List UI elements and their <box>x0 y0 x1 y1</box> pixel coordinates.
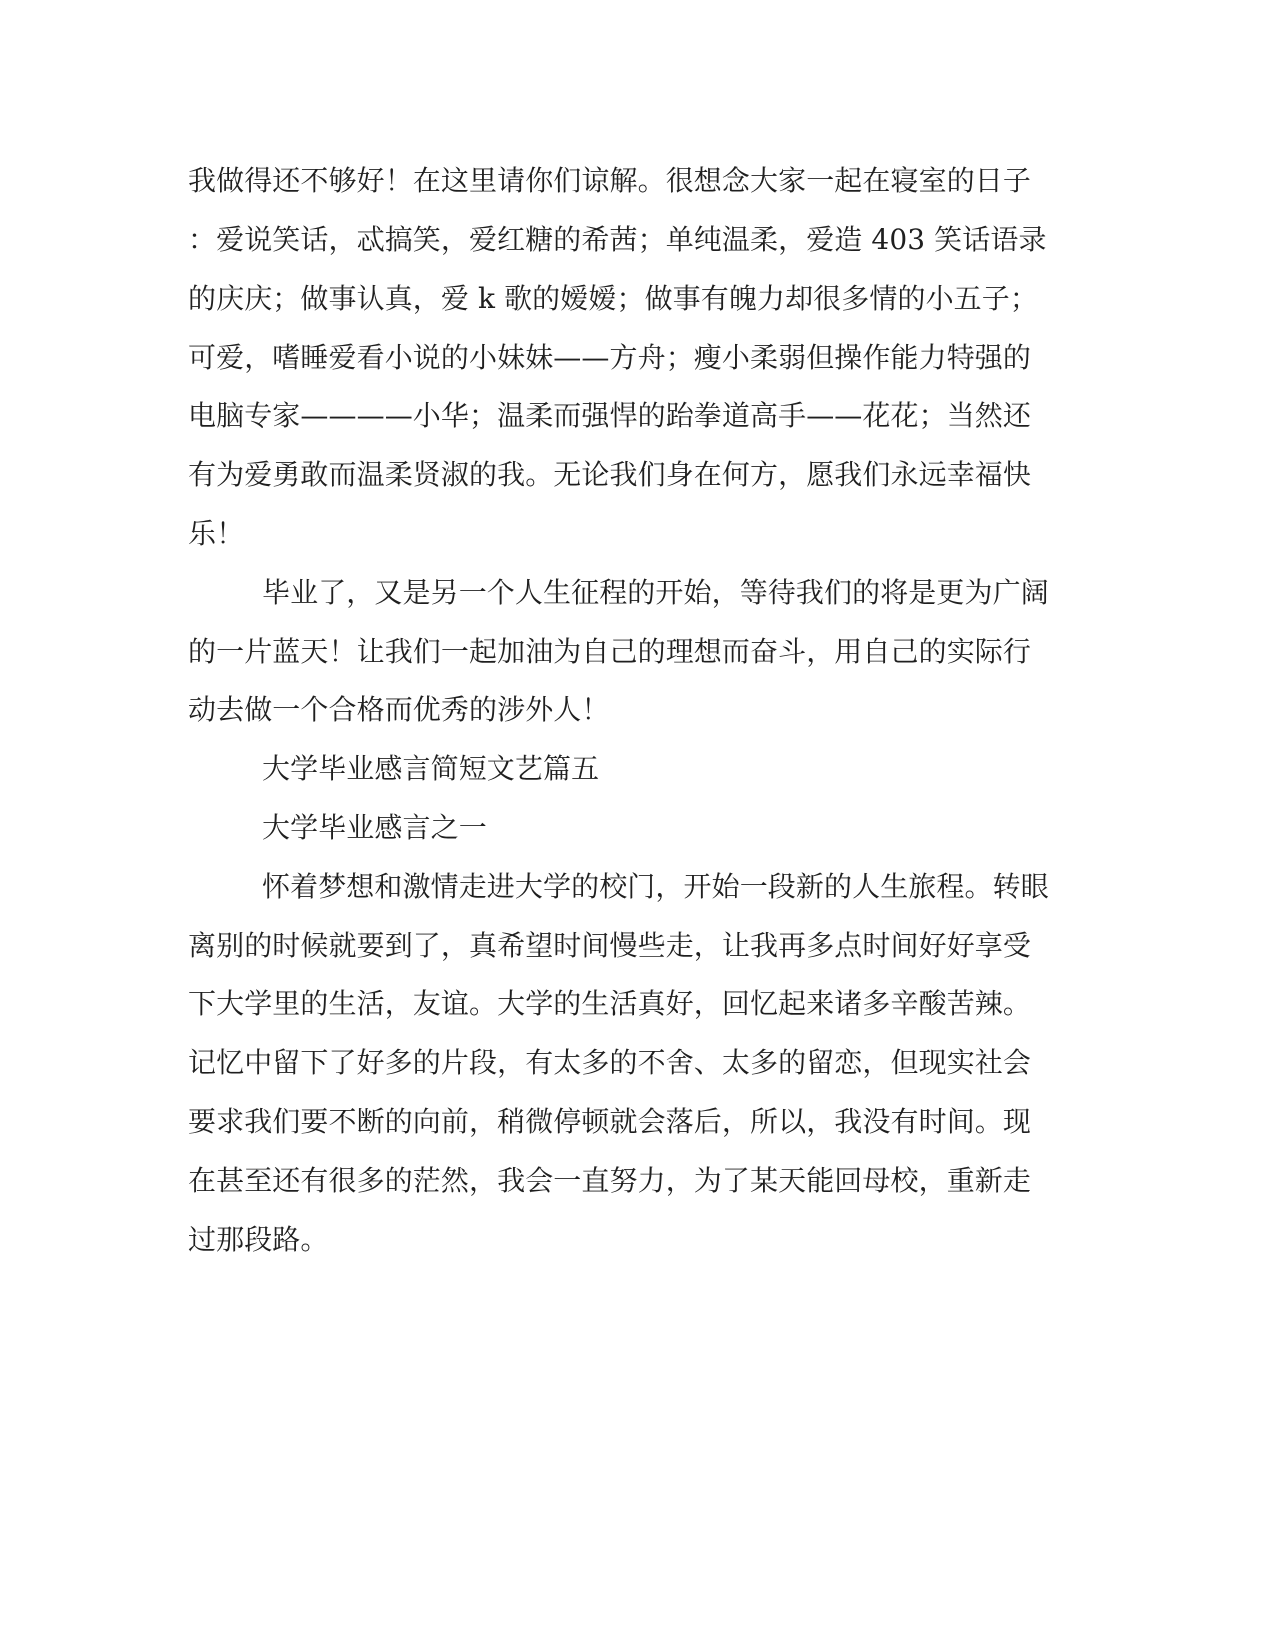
paragraph-line: 毕业了，又是另一个人生征程的开始，等待我们的将是更为广阔 <box>262 576 1049 609</box>
paragraph-line: 要求我们要不断的向前，稍微停顿就会落后，所以，我没有时间。现 <box>188 1105 1032 1138</box>
paragraph-line: 可爱，嗜睡爱看小说的小妹妹——方舟；瘦小柔弱但操作能力特强的 <box>188 341 1032 374</box>
paragraph-line: 的庆庆；做事认真，爱 k 歌的嫒嫒；做事有魄力却很多情的小五子； <box>188 282 1038 315</box>
paragraph-line: 电脑专家————小华；温柔而强悍的跆拳道高手——花花；当然还 <box>188 399 1032 432</box>
paragraph-line: 下大学里的生活，友谊。大学的生活真好，回忆起来诸多辛酸苦辣。 <box>188 987 1032 1020</box>
paragraph-line: 在甚至还有很多的茫然，我会一直努力，为了某天能回母校，重新走 <box>188 1164 1032 1197</box>
paragraph-line: 乐！ <box>188 517 245 550</box>
paragraph-line: ：爱说笑话，忒搞笑，爱红糖的希茜；单纯温柔，爱造 403 笑话语录 <box>188 223 1047 256</box>
paragraph-line: 过那段路。 <box>188 1223 329 1256</box>
paragraph-line: 的一片蓝天！让我们一起加油为自己的理想而奋斗，用自己的实际行 <box>188 635 1032 668</box>
subsection-heading: 大学毕业感言之一 <box>262 811 487 844</box>
paragraph-line: 有为爱勇敢而温柔贤淑的我。无论我们身在何方，愿我们永远幸福快 <box>188 458 1032 491</box>
paragraph-line: 离别的时候就要到了，真希望时间慢些走，让我再多点时间好好享受 <box>188 929 1032 962</box>
paragraph-line: 我做得还不够好！在这里请你们谅解。很想念大家一起在寝室的日子 <box>188 164 1032 197</box>
paragraph-line: 怀着梦想和激情走进大学的校门，开始一段新的人生旅程。转眼 <box>262 870 1049 903</box>
paragraph-line: 动去做一个合格而优秀的涉外人！ <box>188 693 610 726</box>
paragraph-line: 记忆中留下了好多的片段，有太多的不舍、太多的留恋，但现实社会 <box>188 1046 1032 1079</box>
section-heading: 大学毕业感言简短文艺篇五 <box>262 752 600 785</box>
